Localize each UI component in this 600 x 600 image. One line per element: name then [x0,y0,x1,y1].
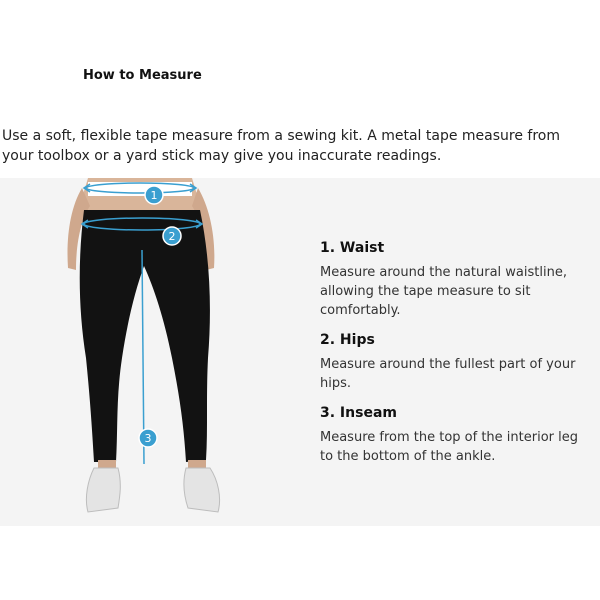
step-title: 3. Inseam [320,405,397,421]
page-title: How to Measure [83,68,202,83]
marker-3-label: 3 [144,432,152,445]
step-title: 1. Waist [320,240,385,256]
right-sneaker [184,468,220,512]
marker-3 [139,429,157,447]
marker-2 [163,227,181,245]
body-figure-illustration [60,178,260,526]
step-waist [320,238,590,320]
step-hips [320,330,590,393]
left-sneaker [86,468,120,512]
step-description: Measure around the fullest part of your hips. [320,357,576,391]
step-title: 2. Hips [320,332,375,348]
step-description: Measure from the top of the interior leg to the bottom of the ankle. [320,430,578,464]
step-inseam [320,403,590,466]
step-description: Measure around the natural waistline, allowing the tape measure to sit comfortably. [320,265,567,318]
measurement-steps [320,238,590,476]
leggings [80,210,210,462]
intro-text: Use a soft, flexible tape measure from a sewing kit. A metal tape measure from your toolbox or a yard stick may give you inaccurate readings. [2,128,560,164]
marker-1 [145,186,163,204]
marker-1-label: 1 [150,189,158,202]
marker-2-label: 2 [168,230,176,243]
